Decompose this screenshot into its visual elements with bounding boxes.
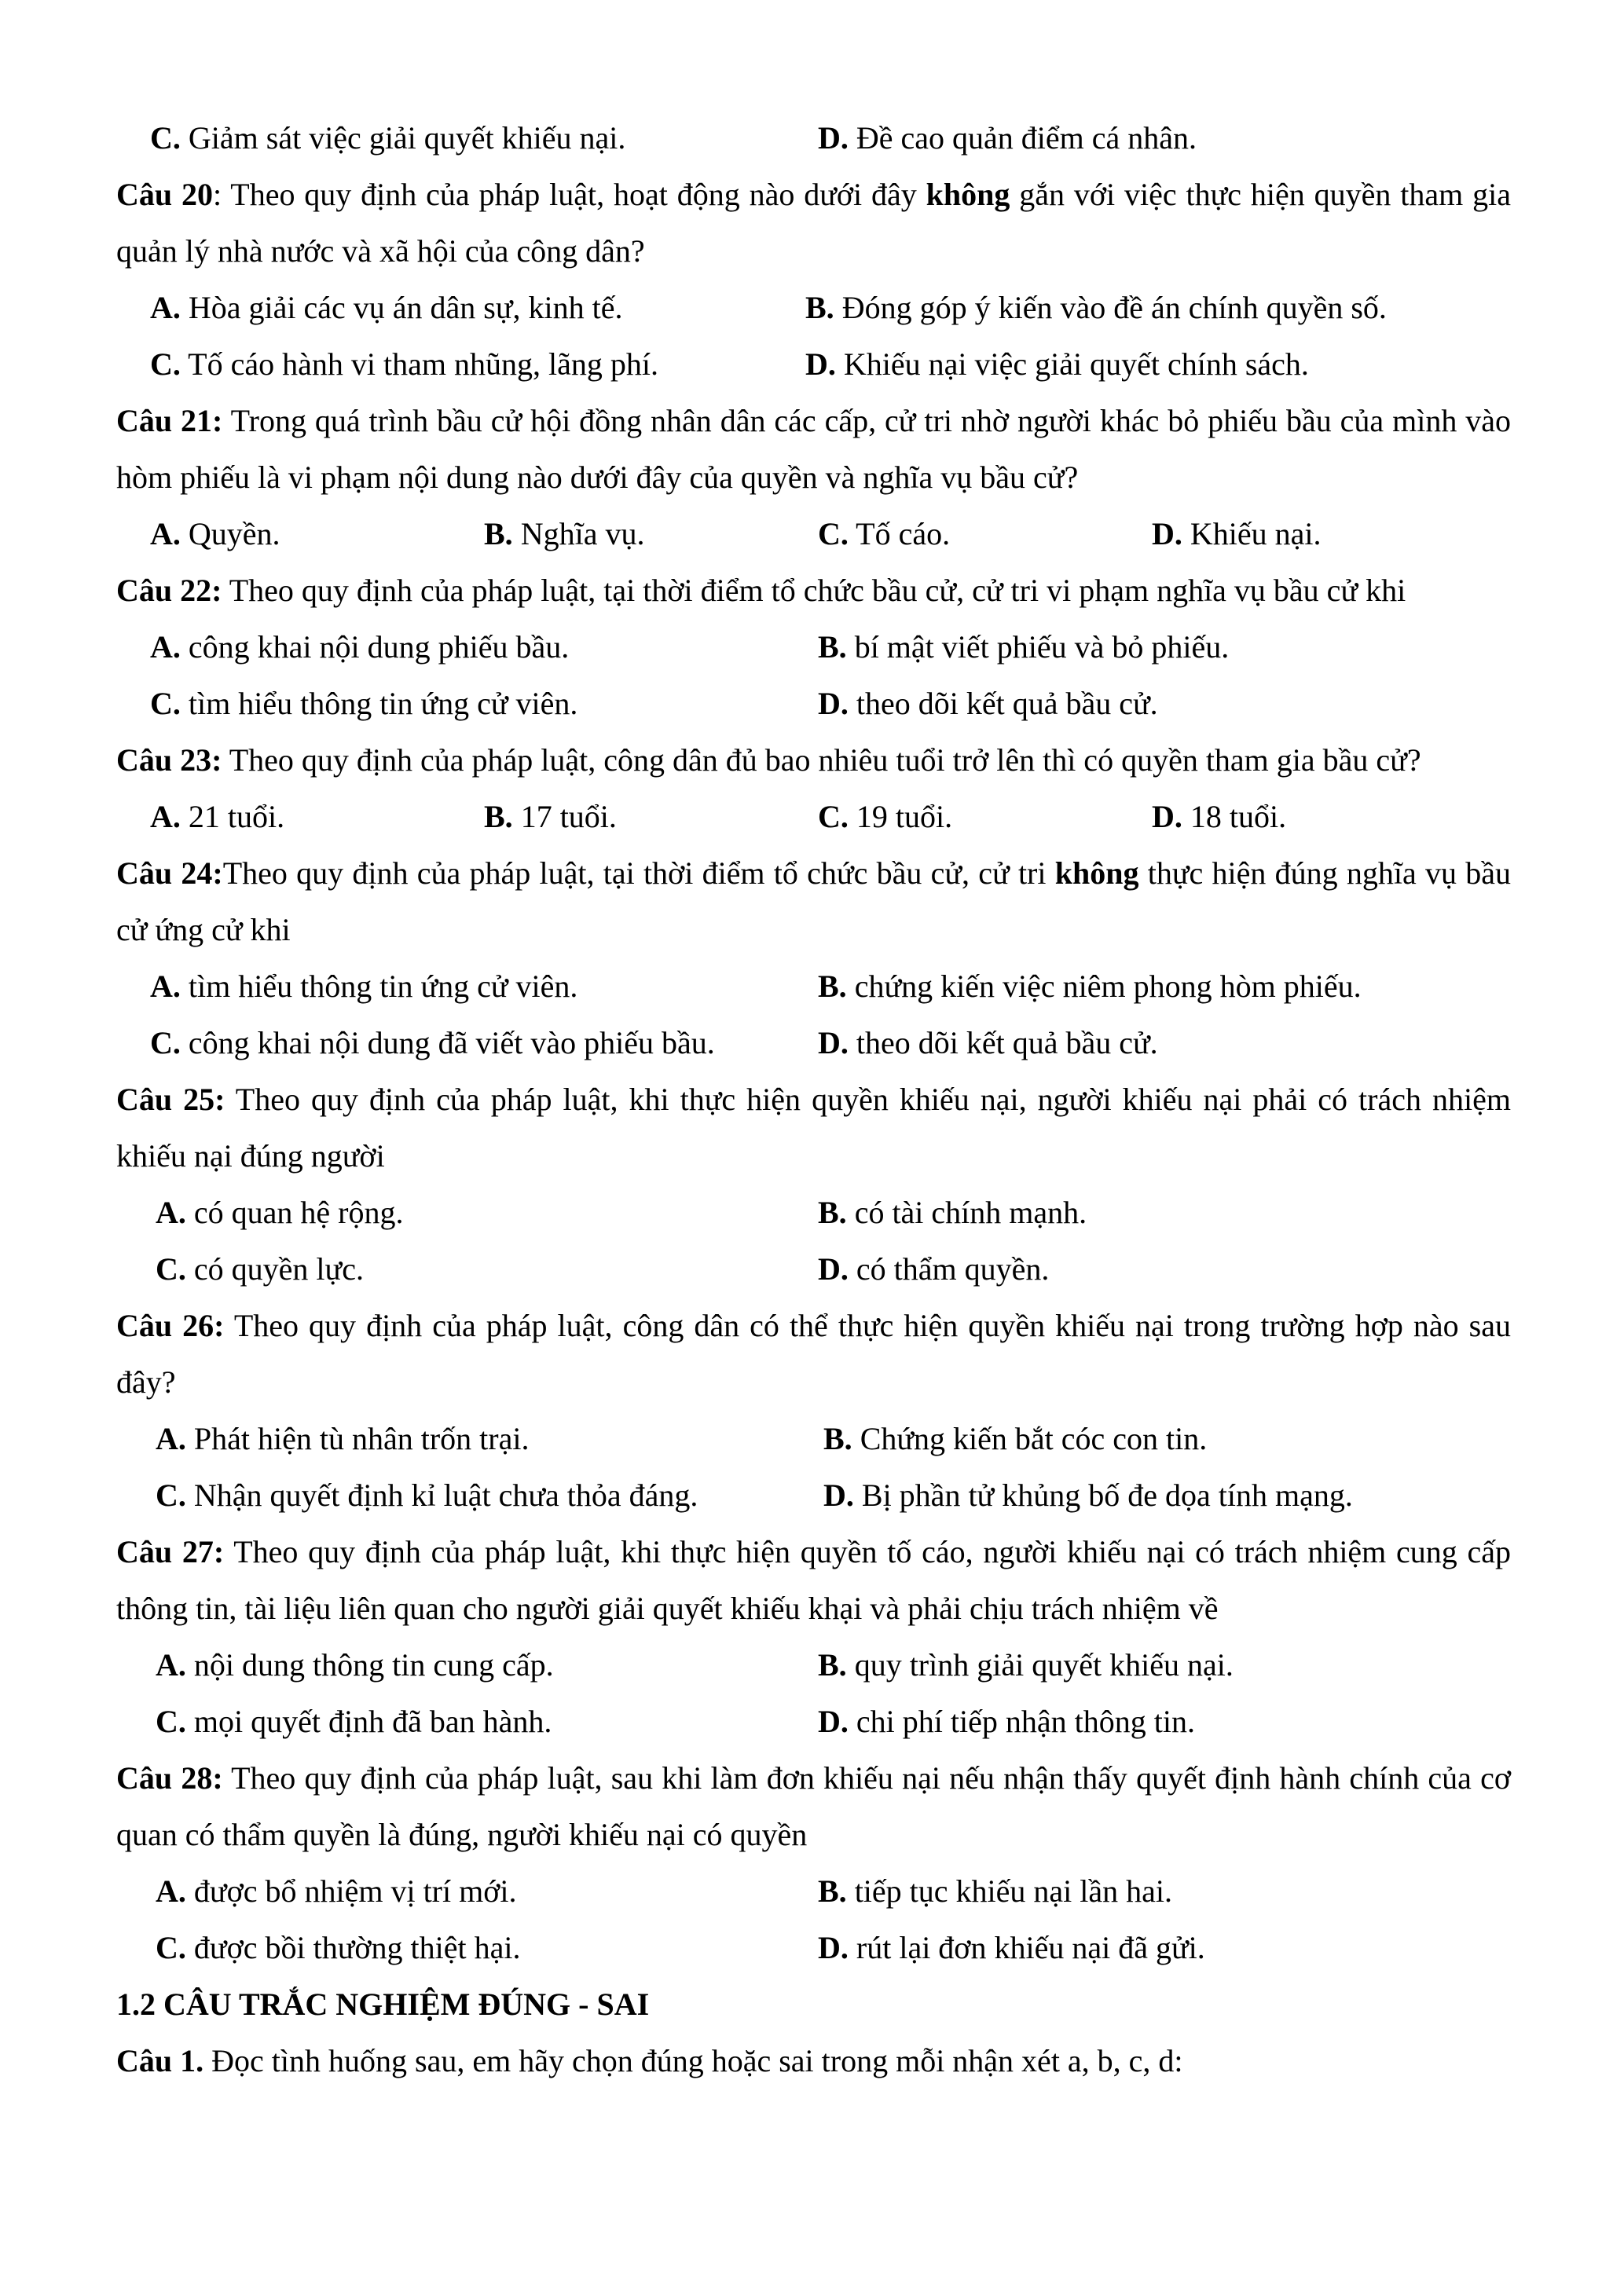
- q20-option-d: D. Khiếu nại việc giải quyết chính sách.: [805, 346, 1309, 382]
- q25-option-b: B. có tài chính mạnh.: [818, 1195, 1087, 1230]
- q28-option-c: C. được bồi thường thiệt hại.: [156, 1930, 521, 1965]
- q25-options-row-2: [116, 1241, 1511, 1298]
- q20-stem: Câu 20: Theo quy định của pháp luật, hoạt động nào dưới đây không gắn với việc thực hiện quyền tham gia quản lý nhà nước và xã hội của công dân?: [116, 177, 1511, 269]
- q24-options-row-2: [116, 1015, 1511, 1071]
- q22-options-row-1: [116, 619, 1511, 676]
- q26-option-d: D. Bị phần tử khủng bố đe dọa tính mạng.: [823, 1478, 1353, 1513]
- q24-option-c: C. công khai nội dung đã viết vào phiếu bầu.: [150, 1025, 715, 1060]
- q25-option-d: D. có thẩm quyền.: [818, 1251, 1050, 1287]
- q20-option-b: B. Đóng góp ý kiến vào đề án chính quyền số.: [805, 290, 1387, 325]
- section-heading: 1.2 CÂU TRẮC NGHIỆM ĐÚNG - SAI: [116, 1987, 650, 2022]
- q28-option-d: D. rút lại đơn khiếu nại đã gửi.: [818, 1930, 1205, 1965]
- q20-options-row-1: [116, 280, 1511, 336]
- q20-option-a: A. Hòa giải các vụ án dân sự, kinh tế.: [150, 290, 623, 325]
- q22-options-row-2: [116, 676, 1511, 732]
- q24-emphasis: không: [1054, 855, 1139, 891]
- q24-option-b: B. chứng kiến việc niêm phong hòm phiếu.: [818, 969, 1362, 1004]
- q19-options-row: [116, 110, 1511, 167]
- q27-options-row-1: [116, 1637, 1511, 1694]
- q23-label: Câu 23:: [116, 742, 222, 778]
- q27-option-b: B. quy trình giải quyết khiếu nại.: [818, 1647, 1234, 1683]
- q27-option-d: D. chi phí tiếp nhận thông tin.: [818, 1704, 1195, 1739]
- q20-options-row-2: [116, 336, 1511, 393]
- q23-option-b: B. 17 tuổi.: [484, 799, 617, 834]
- q28-label: Câu 28:: [116, 1760, 223, 1796]
- q26-options-row-2: [116, 1467, 1511, 1524]
- q27-option-c: C. mọi quyết định đã ban hành.: [156, 1704, 552, 1739]
- tf-q1-stem: Câu 1. Đọc tình huống sau, em hãy chọn đúng hoặc sai trong mỗi nhận xét a, b, c, d:: [116, 2043, 1183, 2078]
- q24-option-a: A. tìm hiểu thông tin ứng cử viên.: [150, 969, 578, 1004]
- q23-options-row: [116, 789, 1511, 845]
- q26-option-b: B. Chứng kiến bắt cóc con tin.: [823, 1421, 1208, 1456]
- tf-q1-label: Câu 1.: [116, 2043, 204, 2078]
- q27-stem: Câu 27: Theo quy định của pháp luật, khi thực hiện quyền tố cáo, người khiếu nại có trách nhiệm cung cấp thông tin, tài liệu liên quan cho người giải quyết khiếu khại và phải chịu trách nhiệm về: [116, 1534, 1512, 1626]
- document-page: [116, 110, 1511, 2089]
- q22-option-a: A. công khai nội dung phiếu bầu.: [150, 629, 570, 665]
- q21-stem: Câu 21: Trong quá trình bầu cử hội đồng nhân dân các cấp, cử tri nhờ người khác bỏ phiếu bầu của mình vào hòm phiếu là vi phạm nội dung nào dưới đây của quyền và nghĩa vụ bầu cử?: [116, 403, 1512, 495]
- q25-options-row-1: [116, 1185, 1511, 1241]
- q20-emphasis: không: [926, 177, 1010, 212]
- q21-option-a: A. Quyền.: [150, 516, 280, 551]
- q23-option-d: D. 18 tuổi.: [1152, 799, 1287, 834]
- q28-option-b: B. tiếp tục khiếu nại lần hai.: [818, 1873, 1173, 1909]
- q24-stem: Câu 24:Theo quy định của pháp luật, tại thời điểm tổ chức bầu cử, cử tri không thực hiện đúng nghĩa vụ bầu cử ứng cử khi: [116, 855, 1511, 947]
- q27-option-a: A. nội dung thông tin cung cấp.: [156, 1647, 554, 1683]
- q28-stem: Câu 28: Theo quy định của pháp luật, sau khi làm đơn khiếu nại nếu nhận thấy quyết định hành chính của cơ quan có thẩm quyền là đúng, người khiếu nại có quyền: [116, 1760, 1512, 1852]
- q24-option-d: D. theo dõi kết quả bầu cử.: [818, 1025, 1158, 1060]
- q24-label: Câu 24:: [116, 855, 223, 891]
- q25-option-a: A. có quan hệ rộng.: [156, 1195, 404, 1230]
- q26-option-a: A. Phát hiện tù nhân trốn trại.: [156, 1421, 530, 1456]
- q27-options-row-2: [116, 1694, 1511, 1750]
- q23-option-a: A. 21 tuổi.: [150, 799, 285, 834]
- q28-options-row-1: [116, 1863, 1511, 1920]
- q25-stem: Câu 25: Theo quy định của pháp luật, khi thực hiện quyền khiếu nại, người khiếu nại phải có trách nhiệm khiếu nại đúng người: [116, 1082, 1512, 1174]
- q21-option-d: D. Khiếu nại.: [1152, 516, 1322, 551]
- q25-option-c: C. có quyền lực.: [156, 1251, 364, 1287]
- q22-option-c: C. tìm hiểu thông tin ứng cử viên.: [150, 686, 578, 721]
- q21-options-row: [116, 506, 1511, 562]
- q28-option-a: A. được bổ nhiệm vị trí mới.: [156, 1873, 517, 1909]
- q27-label: Câu 27:: [116, 1534, 225, 1569]
- q26-label: Câu 26:: [116, 1308, 225, 1343]
- q26-option-c: C. Nhận quyết định kỉ luật chưa thỏa đáng.: [156, 1478, 698, 1513]
- q19-option-d: D. Đề cao quản điểm cá nhân.: [818, 120, 1197, 156]
- q22-stem: Câu 22: Theo quy định của pháp luật, tại thời điểm tổ chức bầu cử, cử tri vi phạm nghĩa vụ bầu cử khi: [116, 573, 1406, 608]
- q26-options-row-1: [116, 1411, 1511, 1467]
- q25-label: Câu 25:: [116, 1082, 225, 1117]
- q19-option-c: C. Giảm sát việc giải quyết khiếu nại.: [150, 120, 626, 156]
- q28-options-row-2: [116, 1920, 1511, 1976]
- q23-stem: Câu 23: Theo quy định của pháp luật, công dân đủ bao nhiêu tuổi trở lên thì có quyền tham gia bầu cử?: [116, 742, 1421, 778]
- q20-option-c: C. Tố cáo hành vi tham nhũng, lãng phí.: [150, 346, 658, 382]
- q24-options-row-1: [116, 958, 1511, 1015]
- q21-option-c: C. Tố cáo.: [818, 516, 951, 551]
- q22-label: Câu 22:: [116, 573, 222, 608]
- q26-stem: Câu 26: Theo quy định của pháp luật, công dân có thể thực hiện quyền khiếu nại trong trường hợp nào sau đây?: [116, 1308, 1512, 1400]
- q20-label: Câu 20: [116, 177, 213, 212]
- q23-option-c: C. 19 tuổi.: [818, 799, 953, 834]
- q22-option-b: B. bí mật viết phiếu và bỏ phiếu.: [818, 629, 1230, 665]
- q21-label: Câu 21:: [116, 403, 223, 438]
- q22-option-d: D. theo dõi kết quả bầu cử.: [818, 686, 1158, 721]
- q21-option-b: B. Nghĩa vụ.: [484, 516, 645, 551]
